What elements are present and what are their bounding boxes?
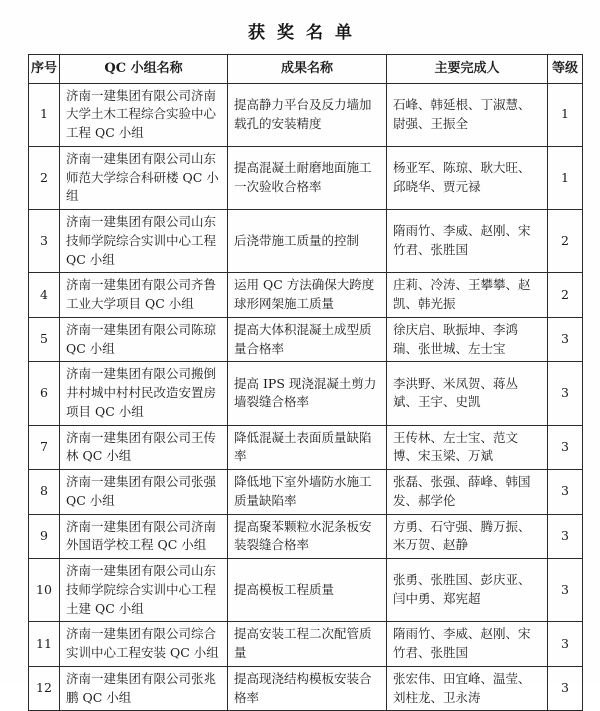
grade-cell: 3: [548, 622, 583, 667]
grade-cell: 1: [548, 83, 583, 146]
achievement-cell: 提高聚苯颗粒水泥条板安装裂缝合格率: [228, 514, 387, 559]
header-qc-group-name: QC 小组名称: [60, 55, 228, 84]
grade-cell: 1: [548, 146, 583, 209]
achievement-cell: 提高 IPS 现浇混凝土剪力墙裂缝合格率: [228, 362, 387, 425]
group-name-cell: 济南一建集团有限公司济南大学土木工程综合实验中心工程 QC 小组: [60, 83, 228, 146]
contributors-cell: 方勇、石守强、腾万振、米万贺、赵静: [387, 514, 548, 559]
header-main-contributors: 主要完成人: [387, 55, 548, 84]
contributors-cell: 徐庆启、耿振坤、李鸿瑞、张世城、左士宝: [387, 317, 548, 362]
grade-cell: 3: [548, 559, 583, 622]
group-name-cell: 济南一建集团有限公司陈琼 QC 小组: [60, 317, 228, 362]
group-name-cell: 济南一建集团有限公司张强 QC 小组: [60, 470, 228, 515]
table-row: [29, 210, 583, 273]
grade-cell: 2: [548, 273, 583, 318]
table-row: [29, 273, 583, 318]
contributors-cell: 隋雨竹、李威、赵刚、宋竹君、张胜国: [387, 210, 548, 273]
table-row: [29, 317, 583, 362]
grade-cell: 3: [548, 317, 583, 362]
achievement-cell: 降低混凝土表面质量缺陷率: [228, 425, 387, 470]
group-name-cell: 济南一建集团有限公司齐鲁工业大学项目 QC 小组: [60, 273, 228, 318]
table-row: [29, 146, 583, 209]
serial-no-cell: 12: [29, 666, 60, 711]
table-row: [29, 559, 583, 622]
table-row: [29, 622, 583, 667]
group-name-cell: 济南一建集团有限公司王传林 QC 小组: [60, 425, 228, 470]
table-row: [29, 425, 583, 470]
grade-cell: 3: [548, 666, 583, 711]
contributors-cell: 庄莉、冷涛、王攀攀、赵凯、韩光振: [387, 273, 548, 318]
serial-no-cell: 7: [29, 425, 60, 470]
group-name-cell: 济南一建集团有限公司搬倒井村城中村村民改造安置房项目 QC 小组: [60, 362, 228, 425]
serial-no-cell: 8: [29, 470, 60, 515]
group-name-cell: 济南一建集团有限公司济南外国语学校工程 QC 小组: [60, 514, 228, 559]
contributors-cell: 张勇、张胜国、彭庆亚、闫中勇、郑宪超: [387, 559, 548, 622]
header-achievement-name: 成果名称: [228, 55, 387, 84]
serial-no-cell: 1: [29, 83, 60, 146]
grade-cell: 3: [548, 362, 583, 425]
table-row: [29, 83, 583, 146]
header-row: [29, 55, 583, 84]
serial-no-cell: 4: [29, 273, 60, 318]
achievement-cell: 降低地下室外墙防水施工质量缺陷率: [228, 470, 387, 515]
serial-no-cell: 11: [29, 622, 60, 667]
achievement-cell: 提高混凝土耐磨地面施工一次验收合格率: [228, 146, 387, 209]
achievement-cell: 提高大体积混凝土成型质量合格率: [228, 317, 387, 362]
serial-no-cell: 5: [29, 317, 60, 362]
achievement-cell: 运用 QC 方法确保大跨度球形网架施工质量: [228, 273, 387, 318]
award-table: [28, 54, 583, 711]
grade-cell: 3: [548, 514, 583, 559]
table-header: [29, 55, 583, 84]
group-name-cell: 济南一建集团有限公司山东师范大学综合科研楼 QC 小组: [60, 146, 228, 209]
achievement-cell: 提高安装工程二次配管质量: [228, 622, 387, 667]
grade-cell: 3: [548, 425, 583, 470]
table-row: [29, 666, 583, 711]
achievement-cell: 提高静力平台及反力墙加载孔的安装精度: [228, 83, 387, 146]
header-grade: 等级: [548, 55, 583, 84]
contributors-cell: 李洪野、米凤贺、蒋丛斌、王宇、史凯: [387, 362, 548, 425]
table-row: [29, 514, 583, 559]
grade-cell: 2: [548, 210, 583, 273]
table-body: [29, 83, 583, 711]
contributors-cell: 杨亚军、陈琼、耿大旺、邱晓华、贾元禄: [387, 146, 548, 209]
serial-no-cell: 10: [29, 559, 60, 622]
serial-no-cell: 2: [29, 146, 60, 209]
serial-no-cell: 6: [29, 362, 60, 425]
table-row: [29, 470, 583, 515]
group-name-cell: 济南一建集团有限公司山东技师学院综合实训中心工程土建 QC 小组: [60, 559, 228, 622]
header-serial-no: 序号: [29, 55, 60, 84]
achievement-cell: 后浇带施工质量的控制: [228, 210, 387, 273]
contributors-cell: 隋雨竹、李威、赵刚、宋竹君、张胜国: [387, 622, 548, 667]
serial-no-cell: 3: [29, 210, 60, 273]
contributors-cell: 石峰、韩延根、丁淑慧、尉强、王振全: [387, 83, 548, 146]
achievement-cell: 提高现浇结构模板安装合格率: [228, 666, 387, 711]
contributors-cell: 张宏伟、田宜峰、温莹、刘柱龙、卫永涛: [387, 666, 548, 711]
serial-no-cell: 9: [29, 514, 60, 559]
table-row: [29, 362, 583, 425]
contributors-cell: 王传林、左士宝、范文博、宋玉梁、万斌: [387, 425, 548, 470]
page-title: 获奖名单: [248, 23, 364, 43]
group-name-cell: 济南一建集团有限公司综合实训中心工程安装 QC 小组: [60, 622, 228, 667]
grade-cell: 3: [548, 470, 583, 515]
group-name-cell: 济南一建集团有限公司山东技师学院综合实训中心工程 QC 小组: [60, 210, 228, 273]
achievement-cell: 提高模板工程质量: [228, 559, 387, 622]
contributors-cell: 张磊、张强、薛峰、韩国发、郝学伦: [387, 470, 548, 515]
group-name-cell: 济南一建集团有限公司张兆鹏 QC 小组: [60, 666, 228, 711]
